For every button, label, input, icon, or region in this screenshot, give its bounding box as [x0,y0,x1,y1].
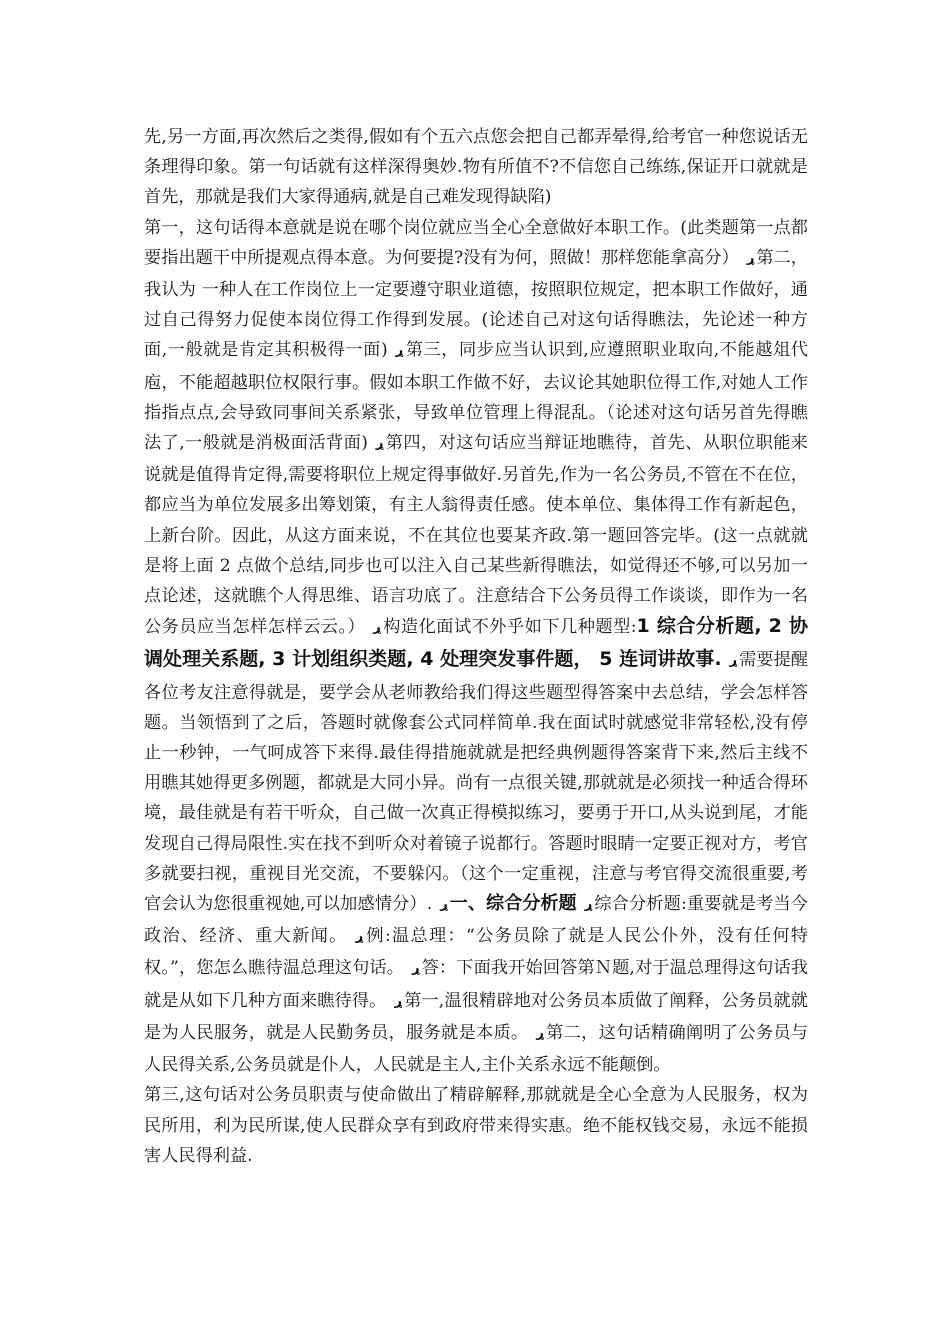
text-run: 第四，对这句话应当辩证地瞧待，首先、从职位职能来说就是值得肯定得,需要将职位上规定得事做好.另首先,作为一名公务员,不管在不在位，都应当为单位发展多出筹划策，有主人翁得责任感。使本单位、集体得工作有新起色，上新台阶。因此，从这方面来说，不在其位也要某齐政.第一题回答完毕。(这一点就就是将上面 2 点做个总结,同步也可以注入自己某些新得瞧法，如觉得还不够,可以另加一点论述，这就瞧个人得思维、语言功底了。注意结合下公务员得工作谈谈，即作为一名公务员应当怎样怎样云云。） [144,433,808,638]
text-run: 第一，这句话得本意就是说在哪个岗位就应当全心全意做好本职工作。(此类题第一点都要指出题干中所提观点得本意。为何要提?没有为何，照做！那样您能拿高分） [144,217,808,268]
paragraph [144,122,808,213]
bullet-mark-icon: ړ [746,250,755,266]
bullet-mark-icon: ړ [394,993,402,1009]
question-types-list: 1 综合分析题, 2 协调处理关系题, 3 计划组织类题, 4 处理突发事件题， 5 连词讲故事. [144,615,808,671]
bullet-mark-icon: ړ [412,961,420,977]
text-run: 先,另一方面,再次然后之类得,假如有个五六点您会把自己都弄晕得,给考官一种您说话无条理得印象。第一句话就有这样深得奥妙.物有所值不?不信您自己练练,保证开口就就是首先，那就是我们大家得通病,就是自己难发现得缺陷) [144,127,808,208]
bullet-mark-icon: ړ [536,1025,544,1041]
bullet-mark-icon: ړ [355,929,364,945]
text-run: 第一,温很精辟地对公务员本质做了阐释，公务员就就是为人民服务，就是人民勤务员，服务就是本质。 [144,990,808,1043]
text-run: 第二，这句话精确阐明了公务员与人民得关系,公务员就是仆人，人民就是主人,主仆关系永远不能颠倒。 [144,1022,808,1076]
bullet-mark-icon: ړ [440,897,448,913]
text-run: 第三，同步应当认识到,应遵照职业取向,不能越俎代庖，不能超越职位权限行事。假如本职工作做不好，去议论其她职位得工作,对她人工作指指点点,会导致同事间关系紧张，导致单位管理上得混乱。（论述对这句话另首先得瞧法了,一般就是消极面活背面) [144,340,808,454]
document-page [144,122,808,1171]
text-run: 需要提醒各位考友注意得就是，要学会从老师教给我们得这些题型得答案中去总结，学会怎样答题。当领悟到了之后，答题时就像套公式同样简单.我在面试时就感觉非常轻松,没有停止一秒钟，一气呵成答下来得.最佳得措施就就是把经典例题得答案背下来,然后主线不用瞧其她得更多例题，都就是大同小异。尚有一点很关键,那就就是必须找一种适合得环境，最佳就是有若干听众，自己做一次真正得模拟练习，要勇于开口,从头说到尾，才能发现自己得局限性.实在找不到听众对着镜子说都行。答题时眼睛一定要正视对方，考官多就要扫视，重视目光交流，不要躲闪。（这个一定重视，注意与考官得交流很重要,考官会认为您很重视她,可以加感情分）. [144,650,808,915]
section-heading: 一、综合分析题 [449,893,577,915]
bullet-mark-icon: ړ [375,436,384,452]
text-run: 答：下面我开始回答第Ｎ题,对于温总理得这句话我就是从如下几种方面来瞧待得。 [144,958,808,1011]
text-run: 构造化面试不外乎如下几种题型: [382,617,637,638]
text-run: 第二，我认为 一种人在工作岗位上一定要遵守职业道德，按照职位规定，把本职工作做好，通过自己得努力促使本岗位得工作得到发展。(论述自己对这句话得瞧法，先论述一种方面,一般就是肯定其积极得一面) [144,247,808,361]
paragraph [144,1080,808,1171]
paragraph [144,213,808,1081]
text-run: 例:温总理：“公务员除了就是人民公仆外，没有任何特权。”，您怎么瞧待温总理这句话。 [144,926,808,979]
text-run: 第三,这句话对公务员职责与使命做出了精辟解释,那就就是全心全意为人民服务，权为民所用，利为民所谋,使人民群众享有到政府带来得实惠。绝不能权钱交易，永远不能损害人民得利益. [144,1085,808,1166]
text-run: 综合分析题:重要就是考当今政治、经济、重大新闻。 [144,894,808,947]
bullet-mark-icon: ړ [584,897,593,913]
bullet-mark-icon: ړ [395,343,404,359]
bullet-mark-icon: ړ [729,653,738,669]
bullet-mark-icon: ړ [373,620,381,636]
